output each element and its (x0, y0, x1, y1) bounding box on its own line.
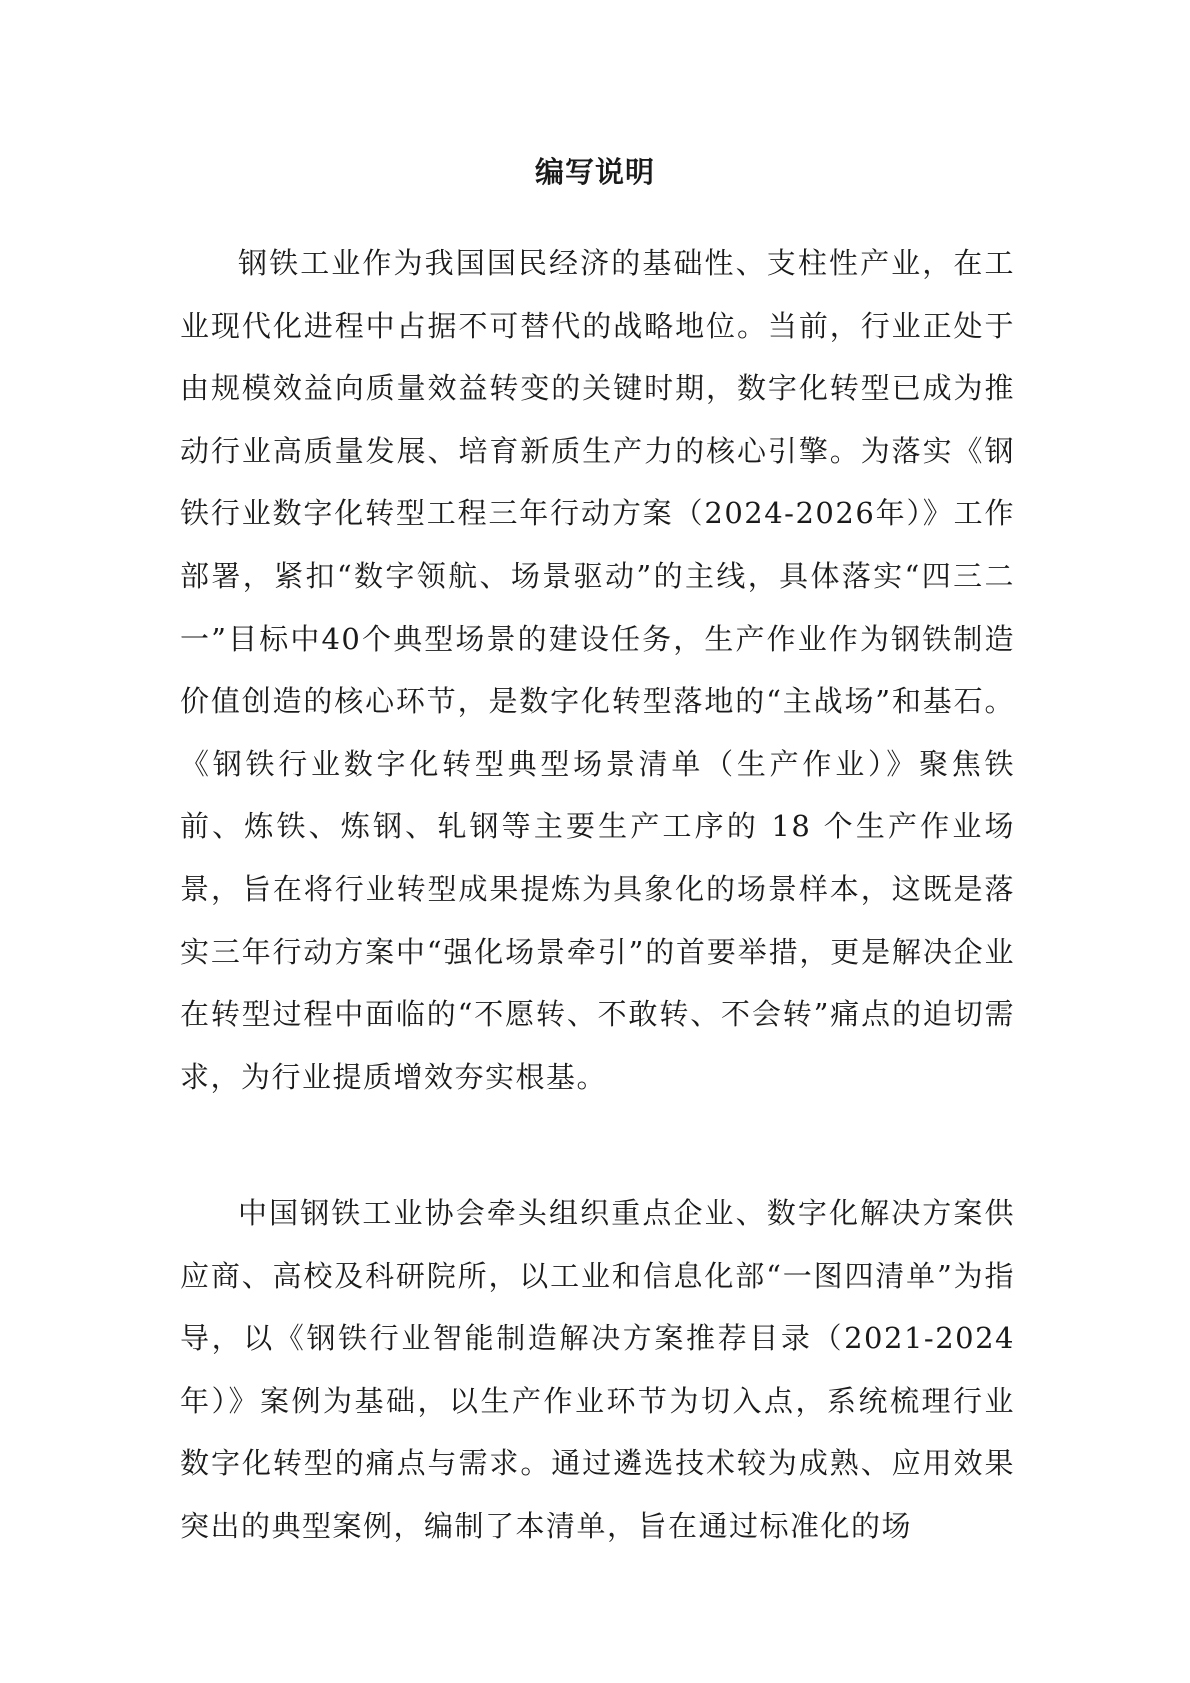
paragraph-organization: 中国钢铁工业协会牵头组织重点企业、数字化解决方案供应商、高校及科研院所，以工业和信息化部“一图四清单”为指导，以《钢铁行业智能制造解决方案推荐目录（2021-2024年）》案例为基础，以生产作业环节为切入点，系统梳理行业数字化转型的痛点与需求。通过遴选技术较为成熟、应用效果突出的典型案例，编制了本清单，旨在通过标准化的场 (180, 1196, 1015, 1543)
paragraph-intro: 钢铁工业作为我国国民经济的基础性、支柱性产业，在工业现代化进程中占据不可替代的战略地位。当前，行业正处于由规模效益向质量效益转变的关键时期，数字化转型已成为推动行业高质量发展、培育新质生产力的核心引擎。为落实《钢铁行业数字化转型工程三年行动方案（2024-2026年）》工作部署，紧扣“数字领航、场景驱动”的主线，具体落实“四三二一”目标中40个典型场景的建设任务，生产作业作为钢铁制造价值创造的核心环节，是数字化转型落地的“主战场”和基石。《钢铁行业数字化转型典型场景清单（生产作业）》聚焦铁前、炼铁、炼钢、轧钢等主要生产工序的 18 个生产作业场景，旨在将行业转型成果提炼为具象化的场景样本，这既是落实三年行动方案中“强化场景牵引”的首要举措，更是解决企业在转型过程中面临的“不愿转、不敢转、不会转”痛点的迫切需求，为行业提质增效夯实根基。 (180, 246, 1015, 1094)
page-title: 编写说明 (534, 155, 655, 189)
